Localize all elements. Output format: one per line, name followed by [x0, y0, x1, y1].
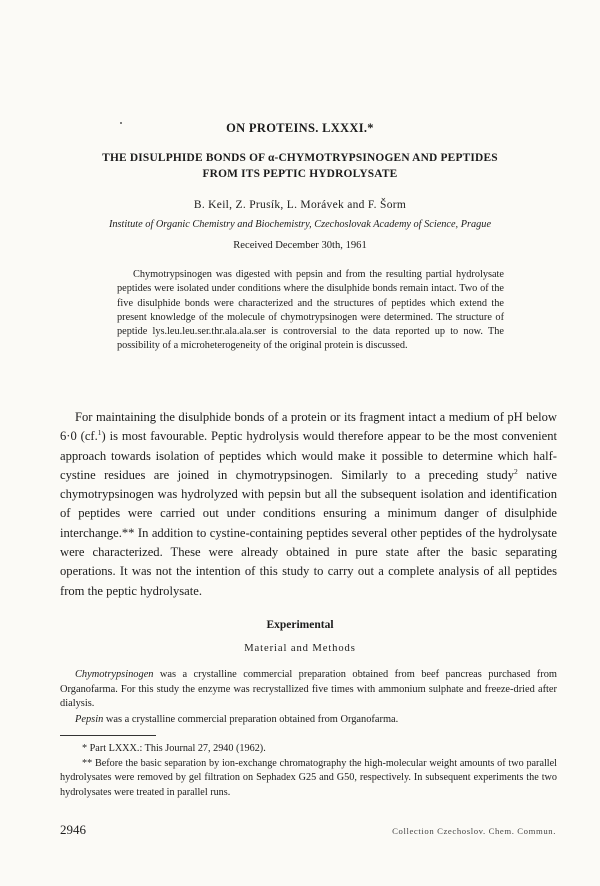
material-term-pepsin: Pepsin — [75, 714, 104, 725]
paper-subtitle — [40, 150, 560, 182]
section-heading-experimental: Experimental — [266, 619, 334, 631]
footnote-2: ** Before the basic separation by ion-exchange chromatography the high-molecular weight amounts of two parallel hydrolysates were removed by gel filtration on Sephadex G25 and G50, respectively. In subsequent experiments the two hydrolysates were treated in parallel runs. — [60, 758, 557, 798]
material-term-chymotrypsinogen: Chymotrypsinogen — [75, 669, 154, 680]
intro-text-part-3: native chymotrypsinogen was hydrolyzed with pepsin but all the subsequent isolation and identification of peptides were carried out under conditions ensuring a minimum danger of disulphide interchange.** In addition to cystine-containing peptides several other peptides of the hydrolysate were characterized. These were already obtained in pure state after the basic separating operations. It was not the intention of this study to carry out a complete analysis of all peptides from the peptic hydrolysate. — [60, 467, 557, 598]
subtitle-line-2: FROM ITS PEPTIC HYDROLYSATE — [202, 168, 398, 180]
subtitle-line-1: THE DISULPHIDE BONDS OF α-CHYMOTRYPSINOGEN AND PEPTIDES — [102, 152, 498, 164]
received-date: Received December 30th, 1961 — [233, 240, 367, 251]
intro-text-part-1: For maintaining the disulphide bonds of a protein or its fragment intact a medium of pH below 6·0 (cf. — [60, 410, 557, 444]
page-number: 2946 — [60, 822, 86, 837]
material-text-chymotrypsinogen: was a crystalline commercial preparation obtained from beef pancreas purchased from Organofarma. For this study the enzyme was recrystallized five times with ammonium sulphate and freeze-dried after dialysis. — [60, 669, 557, 710]
paper-title: ON PROTEINS. LXXXI.* — [226, 121, 374, 135]
material-chymotrypsinogen-paragraph — [60, 668, 557, 712]
material-text-pepsin: was a crystalline commercial preparation obtained from Organofarma. — [103, 714, 399, 725]
citation-ref-2: 2 — [514, 466, 518, 476]
journal-footer: Collection Czechoslov. Chem. Commun. — [392, 826, 556, 836]
footnote-1: * Part LXXX.: This Journal 27, 2940 (1962). — [82, 743, 266, 754]
abstract: Chymotrypsinogen was digested with pepsin and from the resulting partial hydrolysate peptides were isolated under conditions where the disulphide bonds remain intact. Two of the five disulphide bonds were characterized and the structures of peptides which extend the present knowledge of the molecule of chymotrypsinogen were determined. The structure of peptide lys.leu.leu.ser.thr.ala.ala.ser is controversial to the data reported up to now. The possibility of a microheterogeneity of the original protein is discussed. — [117, 269, 504, 352]
introduction-paragraph — [60, 408, 557, 601]
institute-affiliation: Institute of Organic Chemistry and Biochemistry, Czechoslovak Academy of Science, Prague — [108, 219, 492, 230]
subsection-heading-materials: Material and Methods — [244, 643, 356, 654]
footnote-divider — [60, 735, 156, 736]
material-pepsin-paragraph — [60, 713, 557, 728]
citation-ref-1: 1 — [97, 428, 102, 438]
intro-text-part-2: ) is most favourable. Peptic hydrolysis would therefore appear to be the most convenient approach towards isolation of peptides which would make it possible to determine which half-cystine residues are joined in chymotrypsinogen. Similarly to a preceding study — [60, 429, 558, 482]
author-list: B. Keil, Z. Prusík, L. Morávek and F. Šorm — [193, 199, 407, 211]
